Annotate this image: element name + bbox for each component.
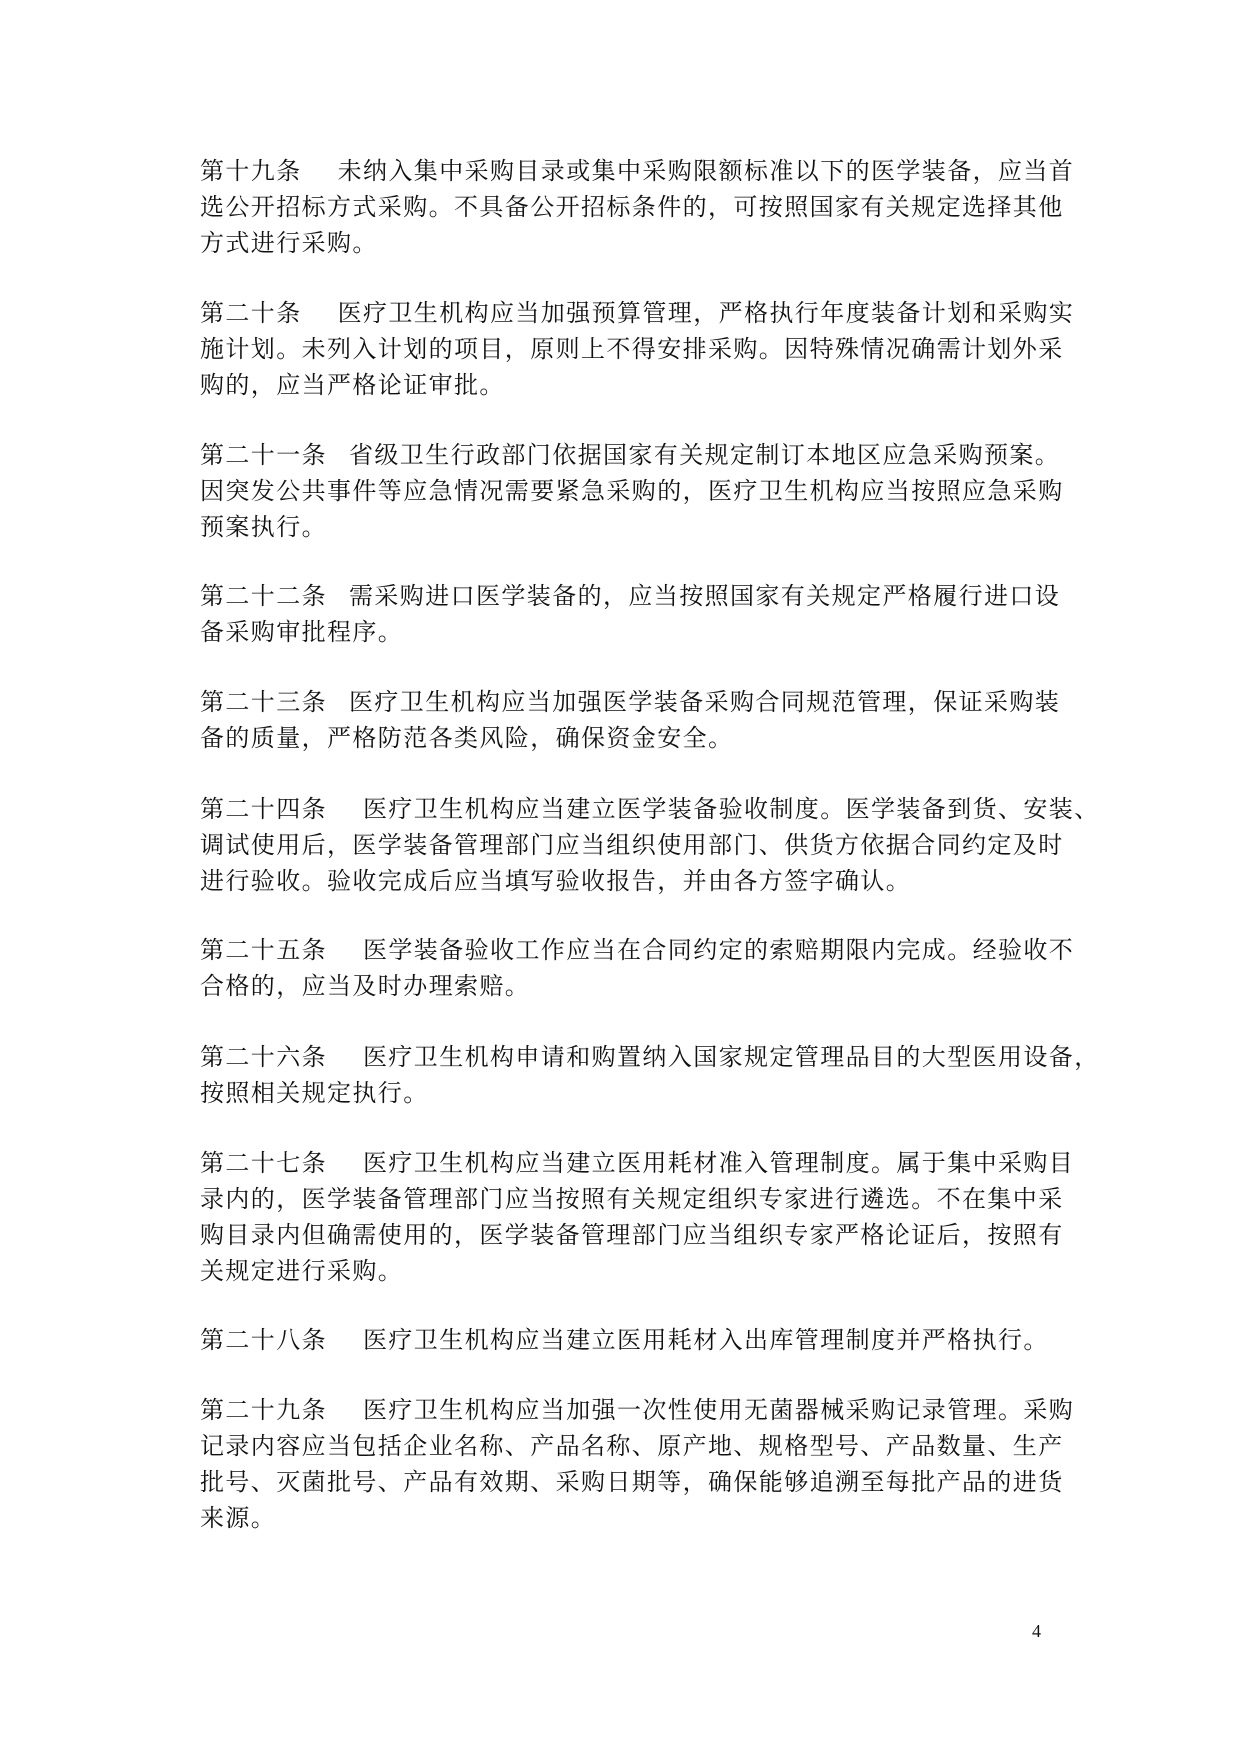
article-text: 医疗卫生机构应当建立医用耗材准入管理制度。属于集中采购目: [363, 1149, 1075, 1177]
article-line: [200, 932, 1080, 968]
article-23: [200, 684, 1080, 756]
article-line: 购目录内但确需使用的，医学装备管理部门应当组织专家严格论证后，按照有: [200, 1221, 1064, 1249]
article-text: 医疗卫生机构申请和购置纳入国家规定管理品目的大型医用设备，: [363, 1043, 1100, 1071]
article-number: 第二十九条: [200, 1396, 327, 1424]
article-number: 第二十七条: [200, 1149, 327, 1177]
article-line: [200, 295, 1080, 331]
article-line: 购的，应当严格论证审批。: [200, 371, 505, 399]
article-line: 备采购审批程序。: [200, 618, 404, 646]
article-line: [200, 684, 1080, 720]
article-line: 合格的，应当及时办理索赔。: [200, 972, 531, 1000]
article-number: 第二十四条: [200, 795, 327, 823]
article-number: 第二十六条: [200, 1043, 327, 1071]
article-24: [200, 791, 1100, 899]
article-line: 进行验收。验收完成后应当填写验收报告，并由各方签字确认。: [200, 867, 912, 895]
article-27: [200, 1145, 1080, 1289]
article-line: 来源。: [200, 1504, 277, 1532]
article-text: 医学装备验收工作应当在合同约定的索赔期限内完成。经验收不: [363, 936, 1075, 964]
article-text: 医疗卫生机构应当建立医学装备验收制度。医学装备到货、安装、: [363, 795, 1100, 823]
page-number: 4: [1032, 1621, 1041, 1641]
article-number: 第二十三条: [200, 688, 327, 716]
article-line: 选公开招标方式采购。不具备公开招标条件的，可按照国家有关规定选择其他: [200, 193, 1064, 221]
article-line: 因突发公共事件等应急情况需要紧急采购的，医疗卫生机构应当按照应急采购: [200, 477, 1064, 505]
article-line: 方式进行采购。: [200, 229, 378, 257]
article-number: 第二十条: [200, 299, 302, 327]
article-21: [200, 437, 1080, 545]
article-line: 备的质量，严格防范各类风险，确保资金安全。: [200, 724, 734, 752]
article-text: 省级卫生行政部门依据国家有关规定制订本地区应急采购预案。: [349, 441, 1061, 469]
article-line: [200, 1145, 1080, 1181]
article-line: [200, 1392, 1080, 1428]
article-line: 记录内容应当包括企业名称、产品名称、原产地、规格型号、产品数量、生产: [200, 1432, 1064, 1460]
article-line: 预案执行。: [200, 513, 327, 541]
article-text: 医疗卫生机构应当建立医用耗材入出库管理制度并严格执行。: [363, 1326, 1049, 1354]
article-line: [200, 791, 1100, 827]
article-number: 第二十五条: [200, 936, 327, 964]
article-number: 第二十二条: [200, 582, 327, 610]
article-line: 关规定进行采购。: [200, 1257, 404, 1285]
article-19: [200, 153, 1080, 261]
article-26: [200, 1039, 1100, 1111]
article-line: [200, 578, 1080, 614]
article-number: 第十九条: [200, 157, 302, 185]
article-number: 第二十一条: [200, 441, 327, 469]
article-line: 调试使用后，医学装备管理部门应当组织使用部门、供货方依据合同约定及时: [200, 831, 1064, 859]
article-text: 医疗卫生机构应当加强医学装备采购合同规范管理，保证采购装: [349, 688, 1061, 716]
article-line: [200, 1039, 1100, 1075]
article-number: 第二十八条: [200, 1326, 327, 1354]
article-line: [200, 437, 1080, 473]
article-line: 批号、灭菌批号、产品有效期、采购日期等，确保能够追溯至每批产品的进货: [200, 1468, 1064, 1496]
article-text: 未纳入集中采购目录或集中采购限额标准以下的医学装备，应当首: [337, 157, 1075, 185]
article-line: 录内的，医学装备管理部门应当按照有关规定组织专家进行遴选。不在集中采: [200, 1185, 1064, 1213]
article-line: [200, 153, 1080, 189]
article-29: [200, 1392, 1080, 1536]
article-line: 施计划。未列入计划的项目，原则上不得安排采购。因特殊情况确需计划外采: [200, 335, 1064, 363]
article-25: [200, 932, 1080, 1004]
article-text: 医疗卫生机构应当加强预算管理，严格执行年度装备计划和采购实: [337, 299, 1075, 327]
article-28: [200, 1322, 1080, 1358]
article-text: 需采购进口医学装备的，应当按照国家有关规定严格履行进口设: [349, 582, 1061, 610]
article-22: [200, 578, 1080, 650]
article-line: 按照相关规定执行。: [200, 1079, 429, 1107]
article-20: [200, 295, 1080, 403]
article-text: 医疗卫生机构应当加强一次性使用无菌器械采购记录管理。采购: [363, 1396, 1075, 1424]
article-line: [200, 1322, 1080, 1358]
